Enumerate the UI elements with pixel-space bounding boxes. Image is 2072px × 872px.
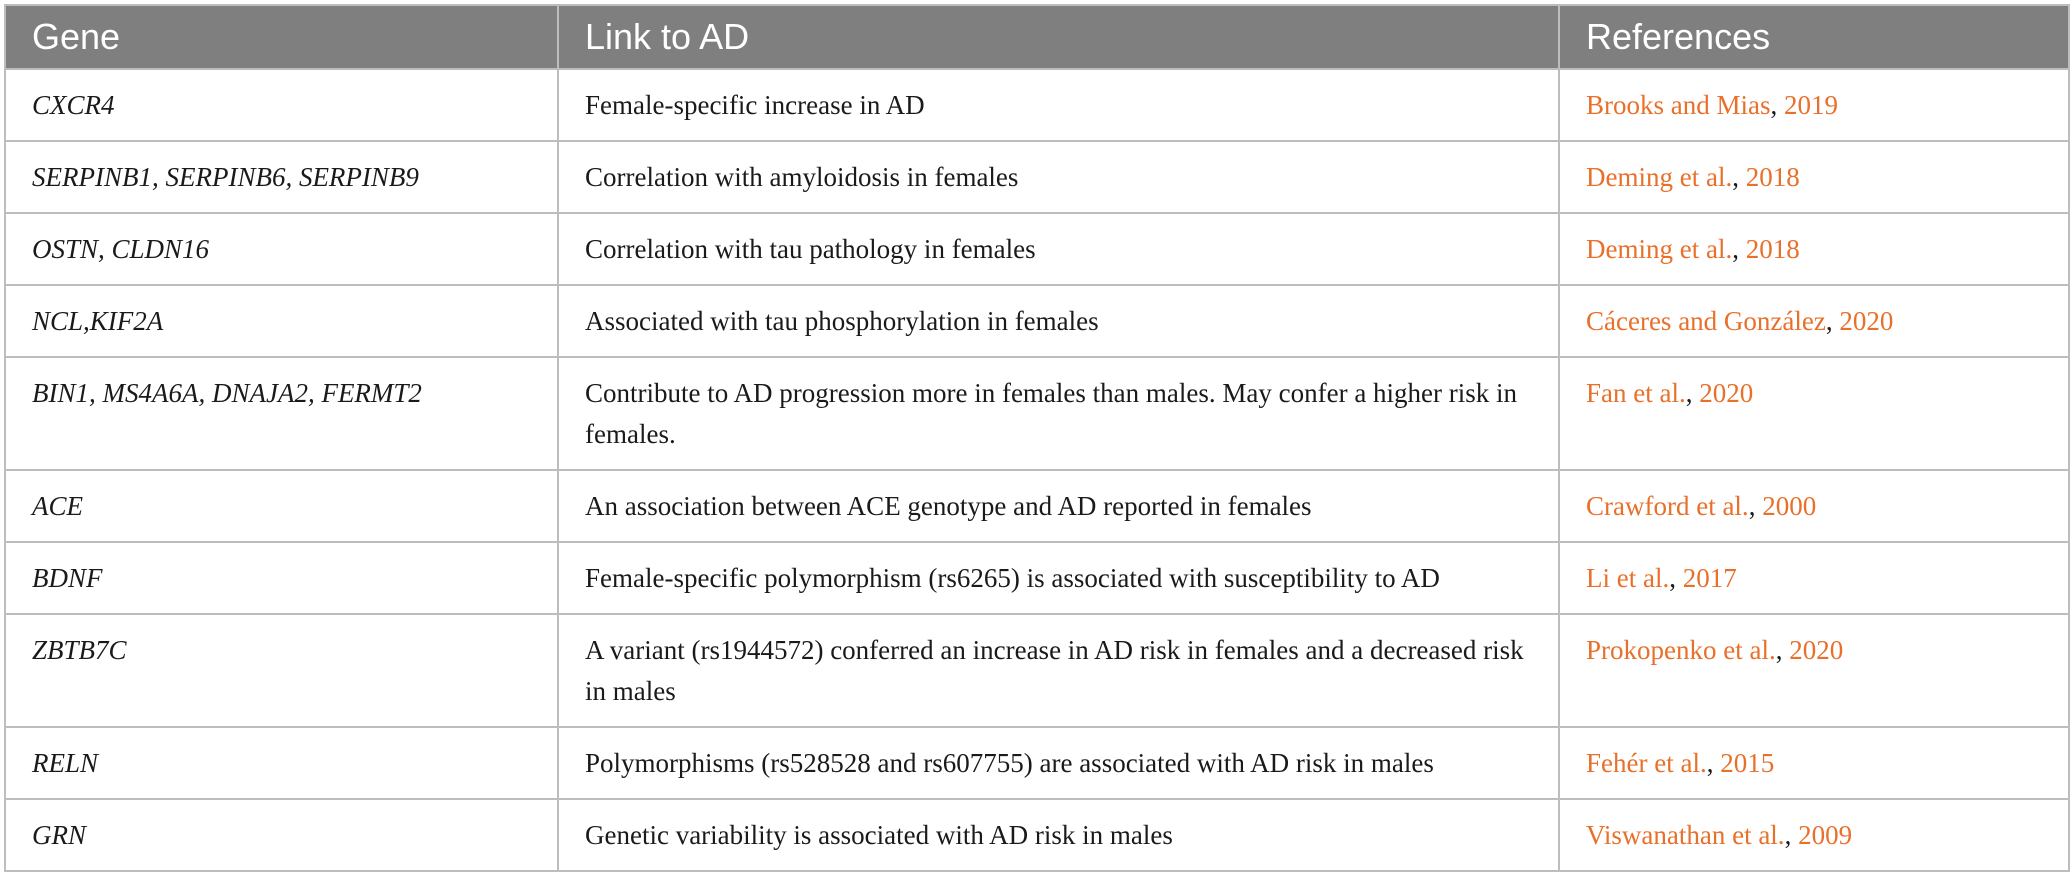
reference-year-link[interactable]: 2019 <box>1784 90 1838 120</box>
header-gene: Gene <box>5 5 558 69</box>
reference-author-link[interactable]: Prokopenko et al. <box>1586 635 1776 665</box>
reference-separator: , <box>1732 162 1746 192</box>
reference-year-link[interactable]: 2009 <box>1798 820 1853 850</box>
link-cell: An association between ACE genotype and AD reported in females <box>558 470 1559 542</box>
reference-author-link[interactable]: Fan et al. <box>1586 378 1686 408</box>
reference-year-link[interactable]: 2020 <box>1839 306 1894 336</box>
reference-author-link[interactable]: Li et al. <box>1586 563 1670 593</box>
reference-author-link[interactable]: Brooks and Mias <box>1586 90 1771 120</box>
table-row <box>5 614 2069 727</box>
reference-cell <box>1559 213 2069 285</box>
reference-separator: , <box>1775 635 1790 665</box>
reference-separator: , <box>1732 234 1746 264</box>
reference-cell <box>1559 69 2069 141</box>
reference-author-link[interactable]: Crawford et al. <box>1586 491 1749 521</box>
reference-year-link[interactable]: 2018 <box>1745 162 1800 192</box>
reference-separator: , <box>1825 306 1840 336</box>
reference-year-link[interactable]: 2000 <box>1762 491 1817 521</box>
table-row <box>5 285 2069 357</box>
link-cell: Correlation with amyloidosis in females <box>558 141 1559 213</box>
link-cell: A variant (rs1944572) conferred an increase in AD risk in females and a decreased risk in males <box>558 614 1559 727</box>
reference-author-link[interactable]: Viswanathan et al. <box>1586 820 1785 850</box>
reference-separator: , <box>1685 378 1700 408</box>
gene-cell: BDNF <box>5 542 558 614</box>
reference-cell <box>1559 357 2069 470</box>
reference-separator: , <box>1748 491 1763 521</box>
reference-year-link[interactable]: 2015 <box>1720 748 1775 778</box>
link-cell: Female-specific polymorphism (rs6265) is associated with susceptibility to AD <box>558 542 1559 614</box>
table-body <box>5 69 2069 871</box>
link-cell: Genetic variability is associated with AD risk in males <box>558 799 1559 871</box>
gene-cell: OSTN, CLDN16 <box>5 213 558 285</box>
reference-year-link[interactable]: 2020 <box>1789 635 1844 665</box>
reference-cell <box>1559 542 2069 614</box>
gene-table-container <box>4 4 2068 872</box>
reference-year-link[interactable]: 2018 <box>1745 234 1800 264</box>
reference-cell <box>1559 799 2069 871</box>
link-cell: Associated with tau phosphorylation in females <box>558 285 1559 357</box>
link-cell: Correlation with tau pathology in females <box>558 213 1559 285</box>
reference-cell <box>1559 285 2069 357</box>
table-row <box>5 799 2069 871</box>
gene-cell: NCL,KIF2A <box>5 285 558 357</box>
table-row <box>5 357 2069 470</box>
gene-cell: RELN <box>5 727 558 799</box>
gene-cell: GRN <box>5 799 558 871</box>
header-row <box>5 5 2069 69</box>
table-row <box>5 727 2069 799</box>
reference-year-link[interactable]: 2020 <box>1699 378 1754 408</box>
reference-separator: , <box>1706 748 1721 778</box>
gene-cell: BIN1, MS4A6A, DNAJA2, FERMT2 <box>5 357 558 470</box>
link-cell: Contribute to AD progression more in females than males. May confer a higher risk in females. <box>558 357 1559 470</box>
table-header <box>5 5 2069 69</box>
gene-cell: CXCR4 <box>5 69 558 141</box>
reference-separator: , <box>1784 820 1799 850</box>
header-references: References <box>1559 5 2069 69</box>
table-row <box>5 141 2069 213</box>
reference-separator: , <box>1669 563 1683 593</box>
link-cell: Female-specific increase in AD <box>558 69 1559 141</box>
reference-cell <box>1559 614 2069 727</box>
gene-cell: ACE <box>5 470 558 542</box>
gene-cell: ZBTB7C <box>5 614 558 727</box>
reference-author-link[interactable]: Deming et al. <box>1586 162 1733 192</box>
table-row <box>5 69 2069 141</box>
reference-author-link[interactable]: Cáceres and González <box>1586 306 1826 336</box>
reference-cell <box>1559 727 2069 799</box>
table-row <box>5 213 2069 285</box>
header-link-to-ad: Link to AD <box>558 5 1559 69</box>
link-cell: Polymorphisms (rs528528 and rs607755) are associated with AD risk in males <box>558 727 1559 799</box>
gene-cell: SERPINB1, SERPINB6, SERPINB9 <box>5 141 558 213</box>
reference-year-link[interactable]: 2017 <box>1682 563 1737 593</box>
gene-table <box>4 4 2070 872</box>
table-row <box>5 542 2069 614</box>
reference-author-link[interactable]: Deming et al. <box>1586 234 1733 264</box>
reference-cell <box>1559 141 2069 213</box>
reference-author-link[interactable]: Fehér et al. <box>1586 748 1707 778</box>
table-row <box>5 470 2069 542</box>
reference-separator: , <box>1770 90 1784 120</box>
reference-cell <box>1559 470 2069 542</box>
